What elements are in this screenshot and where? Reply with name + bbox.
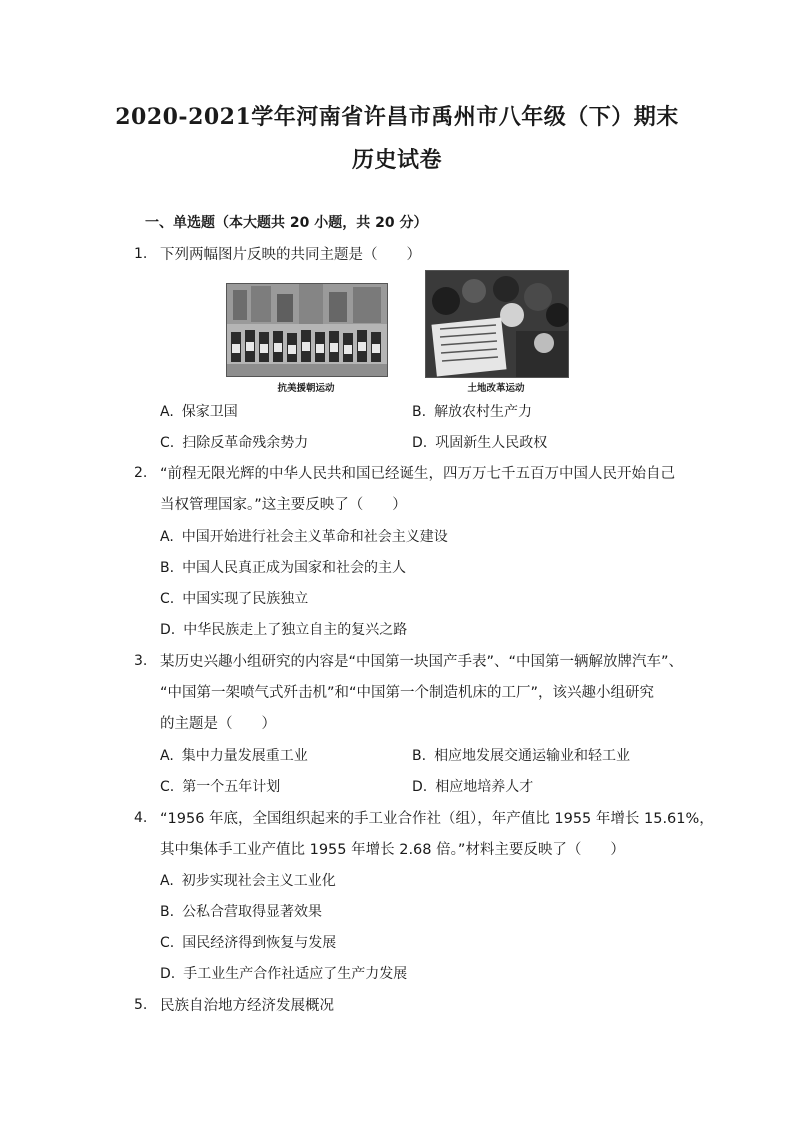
option-letter: A.: [160, 748, 174, 764]
option-letter: A.: [160, 529, 174, 545]
option-d[interactable]: [160, 619, 407, 639]
option-letter: C.: [160, 779, 175, 795]
question-number: 2.: [134, 465, 148, 481]
option-d[interactable]: [160, 963, 407, 983]
option-letter: B.: [412, 748, 427, 764]
option-a[interactable]: [160, 745, 308, 765]
option-c[interactable]: [160, 432, 308, 452]
option-letter: B.: [160, 560, 175, 576]
question-number: 3.: [134, 653, 148, 669]
option-text: 解放农村生产力: [434, 404, 533, 420]
image-caption: 抗美援朝运动: [277, 383, 335, 394]
option-letter: C.: [160, 435, 175, 451]
option-text: 中华民族走上了独立自主的复兴之路: [183, 622, 408, 638]
option-text: 中国人民真正成为国家和社会的主人: [182, 560, 407, 576]
question-stem: 民族自治地方经济发展概况: [160, 998, 334, 1014]
option-text: 相应地培养人才: [435, 779, 534, 795]
option-text: 中国实现了民族独立: [182, 591, 309, 607]
question-stem: 当权管理国家。”这主要反映了（ ）: [160, 497, 407, 513]
option-text: 手工业生产合作社适应了生产力发展: [183, 966, 408, 982]
option-b[interactable]: [412, 401, 532, 421]
section-heading: 一、单选题（本大题共 20 小题，共 20 分）: [145, 215, 428, 231]
option-text: 中国开始进行社会主义革命和社会主义建设: [181, 529, 448, 545]
option-a[interactable]: [160, 870, 336, 890]
option-d[interactable]: [412, 432, 547, 452]
option-letter: A.: [160, 873, 174, 889]
question-stem: 其中集体手工业产值比 1955 年增长 2.68 倍。”材料主要反映了（ ）: [160, 842, 625, 858]
option-d[interactable]: [412, 776, 533, 796]
option-c[interactable]: [160, 932, 336, 952]
exam-title-line1: 2020-2021学年河南省许昌市禹州市八年级（下）期末: [115, 104, 679, 130]
question-number: 4.: [134, 810, 148, 826]
exam-title-line2: 历史试卷: [351, 147, 442, 173]
question-stem: “中国第一架喷气式歼击机”和“中国第一个制造机床的工厂”，该兴趣小组研究: [160, 685, 655, 701]
option-c[interactable]: [160, 776, 280, 796]
option-letter: A.: [160, 404, 174, 420]
question-stem: “前程无限光辉的中华人民共和国已经诞生，四万万七千五百万中国人民开始自己: [160, 466, 676, 482]
option-letter: B.: [412, 404, 427, 420]
image-caption: 土地改革运动: [467, 383, 525, 394]
option-a[interactable]: [160, 401, 238, 421]
option-letter: C.: [160, 935, 175, 951]
option-letter: D.: [160, 622, 176, 638]
question-stem: 下列两幅图片反映的共同主题是（ ）: [160, 247, 421, 263]
option-text: 初步实现社会主义工业化: [181, 873, 336, 889]
option-b[interactable]: [412, 745, 630, 765]
option-text: 相应地发展交通运输业和轻工业: [434, 748, 631, 764]
question-stem: “1956 年底，全国组织起来的手工业合作社（组），年产值比 1955 年增长 15.61%，: [160, 811, 714, 827]
option-letter: D.: [160, 966, 176, 982]
parade-photo: [226, 283, 388, 377]
option-letter: C.: [160, 591, 175, 607]
question-number: 5.: [134, 997, 148, 1013]
option-text: 第一个五年计划: [182, 779, 281, 795]
option-b[interactable]: [160, 557, 406, 577]
option-text: 保家卫国: [181, 404, 238, 420]
option-b[interactable]: [160, 901, 322, 921]
option-letter: D.: [412, 435, 428, 451]
question-stem: 的主题是（ ）: [160, 716, 276, 732]
option-letter: B.: [160, 904, 175, 920]
crowd-with-poster-photo: [425, 270, 569, 378]
option-text: 集中力量发展重工业: [181, 748, 308, 764]
option-text: 国民经济得到恢复与发展: [182, 935, 337, 951]
option-letter: D.: [412, 779, 428, 795]
option-text: 扫除反革命残余势力: [182, 435, 309, 451]
option-a[interactable]: [160, 526, 448, 546]
question-number: 1.: [134, 246, 148, 262]
option-text: 巩固新生人民政权: [435, 435, 548, 451]
question-stem: 某历史兴趣小组研究的内容是“中国第一块国产手表”、“中国第一辆解放牌汽车”、: [160, 654, 684, 670]
option-text: 公私合营取得显著效果: [182, 904, 323, 920]
option-c[interactable]: [160, 588, 308, 608]
